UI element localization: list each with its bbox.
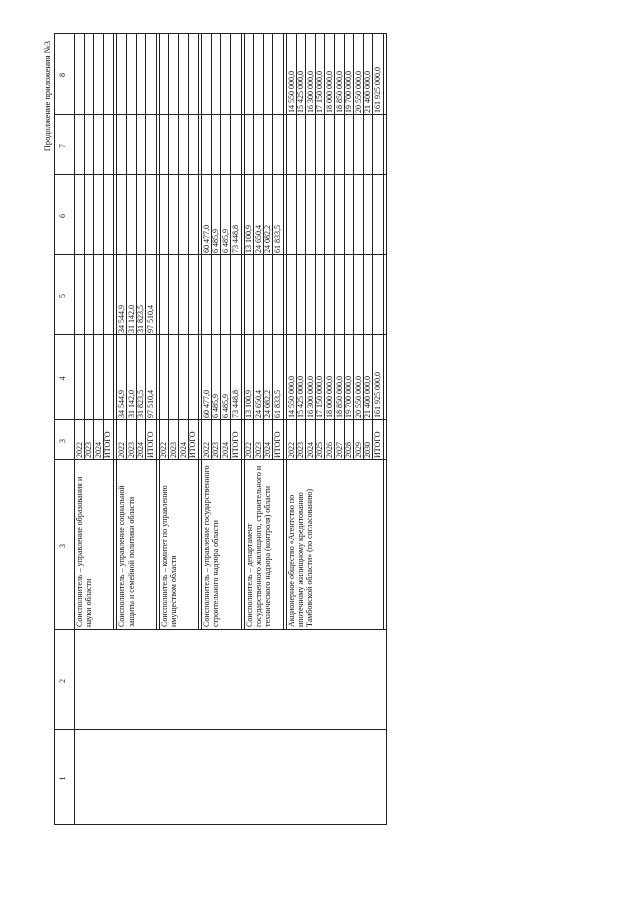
regional-cell: 24 082,2: [263, 225, 273, 253]
year-cell: 2023: [84, 442, 94, 458]
federal-cell: 31 142,0: [126, 305, 136, 333]
row-border: [93, 33, 94, 460]
year-cell: ИТОГО: [188, 431, 198, 458]
extra-budget-cell: 14 550 000,0: [286, 71, 296, 113]
document-page: [40, 33, 617, 825]
row-border: [84, 33, 85, 460]
extra-budget-cell: 161 925 000,0: [372, 67, 382, 113]
column-border-1: [54, 729, 386, 730]
year-cell: 2024: [178, 442, 188, 458]
total-cell: 19 700 000,0: [344, 376, 354, 418]
federal-cell: 31 823,5: [136, 305, 146, 333]
row-border: [263, 33, 264, 460]
column-border-4: [54, 419, 386, 420]
year-cell: 2027: [334, 442, 344, 458]
row-border: [334, 33, 335, 460]
column-border-3: [54, 459, 386, 460]
row-border: [344, 33, 345, 460]
regional-cell: 60 477,0: [201, 225, 211, 253]
year-cell: 2022: [159, 442, 169, 458]
year-cell: 2024: [93, 442, 103, 458]
total-cell: 15 425 000,0: [296, 376, 306, 418]
budget-table: [54, 33, 617, 825]
year-cell: 2023: [296, 442, 306, 458]
year-cell: 2024: [136, 442, 146, 458]
row-border: [272, 33, 273, 460]
total-cell: 17 150 000,0: [315, 376, 325, 418]
total-cell: 73 448,8: [230, 390, 240, 418]
total-cell: 18 850 000,0: [334, 376, 344, 418]
row-border: [324, 33, 325, 460]
regional-cell: 6 485,9: [220, 229, 230, 253]
column-number-7: 6: [58, 214, 67, 218]
executor-name: Акционерное общество «Агентство по ипотечному жилищному кредитованию Тамбовской области» (по согласованию): [287, 488, 315, 627]
regional-cell: 73 448,8: [230, 225, 240, 253]
year-cell: 2028: [344, 442, 354, 458]
extra-budget-cell: 17 150 000,0: [315, 71, 325, 113]
row-border: [253, 33, 254, 460]
continuation-note: Продолжение приложения №3: [42, 41, 52, 152]
year-cell: ИТОГО: [145, 431, 155, 458]
row-border: [168, 33, 169, 460]
column-border-7: [54, 174, 386, 175]
year-cell: ИТОГО: [230, 431, 240, 458]
row-border: [230, 33, 231, 460]
column-number-8: 7: [58, 144, 67, 148]
column-number-6: 5: [58, 294, 67, 298]
group-bottom-border: [241, 33, 242, 630]
rotated-sheet: [40, 33, 617, 825]
extra-budget-cell: 19 700 000,0: [344, 71, 354, 113]
regional-cell: 13 100,9: [244, 225, 254, 253]
year-cell: 2024: [263, 442, 273, 458]
column-border-2: [54, 629, 386, 630]
column-border-5: [54, 334, 386, 335]
extra-budget-cell: 18 000 000,0: [324, 71, 334, 113]
extra-budget-cell: 20 550 000,0: [353, 71, 363, 113]
column-number-1: 1: [58, 776, 67, 781]
total-cell: 18 000 000,0: [324, 376, 334, 418]
total-cell: 31 142,0: [126, 390, 136, 418]
executor-name: Соисполнитель – департамент государственного жилищного, строительного и технического надзора (контроля) области: [244, 465, 272, 627]
row-border: [178, 33, 179, 460]
row-border: [126, 33, 127, 460]
header-bottom-border: [74, 33, 75, 825]
total-cell: 6 485,9: [220, 394, 230, 418]
executor-name: Соисполнитель – управление образования и науки области: [75, 476, 94, 627]
year-cell: ИТОГО: [103, 431, 113, 458]
total-cell: 161 925 000,0: [372, 372, 382, 418]
regional-cell: 61 833,5: [272, 225, 282, 253]
row-border: [103, 33, 104, 460]
total-cell: 60 477,0: [201, 390, 211, 418]
year-cell: 2022: [244, 442, 254, 458]
row-border: [315, 33, 316, 460]
year-cell: 2023: [126, 442, 136, 458]
year-cell: 2025: [315, 442, 325, 458]
total-cell: 34 544,9: [116, 390, 126, 418]
row-border: [363, 33, 364, 460]
total-cell: 16 300 000,0: [305, 376, 315, 418]
year-cell: 2022: [116, 442, 126, 458]
group-bottom-border: [383, 33, 384, 630]
year-cell: 2022: [286, 442, 296, 458]
year-cell: ИТОГО: [272, 431, 282, 458]
group-bottom-border: [156, 33, 157, 630]
total-cell: 24 650,4: [253, 390, 263, 418]
federal-cell: 97 510,4: [145, 305, 155, 333]
year-cell: 2030: [363, 442, 373, 458]
year-cell: 2029: [353, 442, 363, 458]
executor-name: Соисполнитель – комитет по управлению имуществом области: [159, 485, 178, 627]
column-border-9: [54, 33, 386, 34]
total-cell: 97 510,4: [145, 390, 155, 418]
extra-budget-cell: 16 300 000,0: [305, 71, 315, 113]
extra-budget-cell: 18 850 000,0: [334, 71, 344, 113]
column-border-6: [54, 254, 386, 255]
column-border-8: [54, 114, 386, 115]
row-border: [211, 33, 212, 460]
year-cell: 2023: [211, 442, 221, 458]
column-number-4: 3: [58, 439, 67, 443]
year-cell: 2023: [168, 442, 178, 458]
column-number-2: 2: [58, 679, 67, 683]
extra-budget-cell: 15 425 000,0: [296, 71, 306, 113]
column-border-0: [54, 824, 386, 825]
row-border: [372, 33, 373, 460]
regional-cell: 6 485,9: [211, 229, 221, 253]
total-cell: 13 100,9: [244, 390, 254, 418]
year-cell: 2024: [305, 442, 315, 458]
row-border: [353, 33, 354, 460]
total-cell: 21 400 000,0: [363, 376, 373, 418]
group-bottom-border: [283, 33, 284, 630]
year-cell: 2022: [74, 442, 84, 458]
total-cell: 31 823,5: [136, 390, 146, 418]
year-cell: 2022: [201, 442, 211, 458]
executor-name: Соисполнитель – управление государственного строительного надзора области: [202, 465, 221, 627]
year-cell: 2023: [253, 442, 263, 458]
year-cell: 2024: [220, 442, 230, 458]
group-bottom-border: [113, 33, 114, 630]
row-border: [220, 33, 221, 460]
column-number-5: 4: [58, 376, 67, 381]
total-cell: 24 082,2: [263, 390, 273, 418]
row-border: [305, 33, 306, 460]
year-cell: ИТОГО: [372, 431, 382, 458]
executor-name: Соисполнитель – управление социальной защиты и семейной политики области: [117, 485, 136, 627]
row-border: [136, 33, 137, 460]
row-border: [296, 33, 297, 460]
total-cell: 14 550 000,0: [286, 376, 296, 418]
extra-budget-cell: 21 400 000,0: [363, 71, 373, 113]
regional-cell: 24 650,4: [253, 225, 263, 253]
table-top-border: [54, 33, 55, 825]
year-cell: 2026: [324, 442, 334, 458]
group-bottom-border: [198, 33, 199, 630]
row-border: [145, 33, 146, 460]
federal-cell: 34 544,9: [116, 305, 126, 333]
total-cell: 61 833,5: [272, 390, 282, 418]
table-bottom-border: [386, 33, 387, 825]
total-cell: 20 550 000,0: [353, 376, 363, 418]
total-cell: 6 485,9: [211, 394, 221, 418]
row-border: [188, 33, 189, 460]
column-number-3: 3: [58, 544, 67, 548]
column-number-9: 8: [58, 73, 67, 77]
